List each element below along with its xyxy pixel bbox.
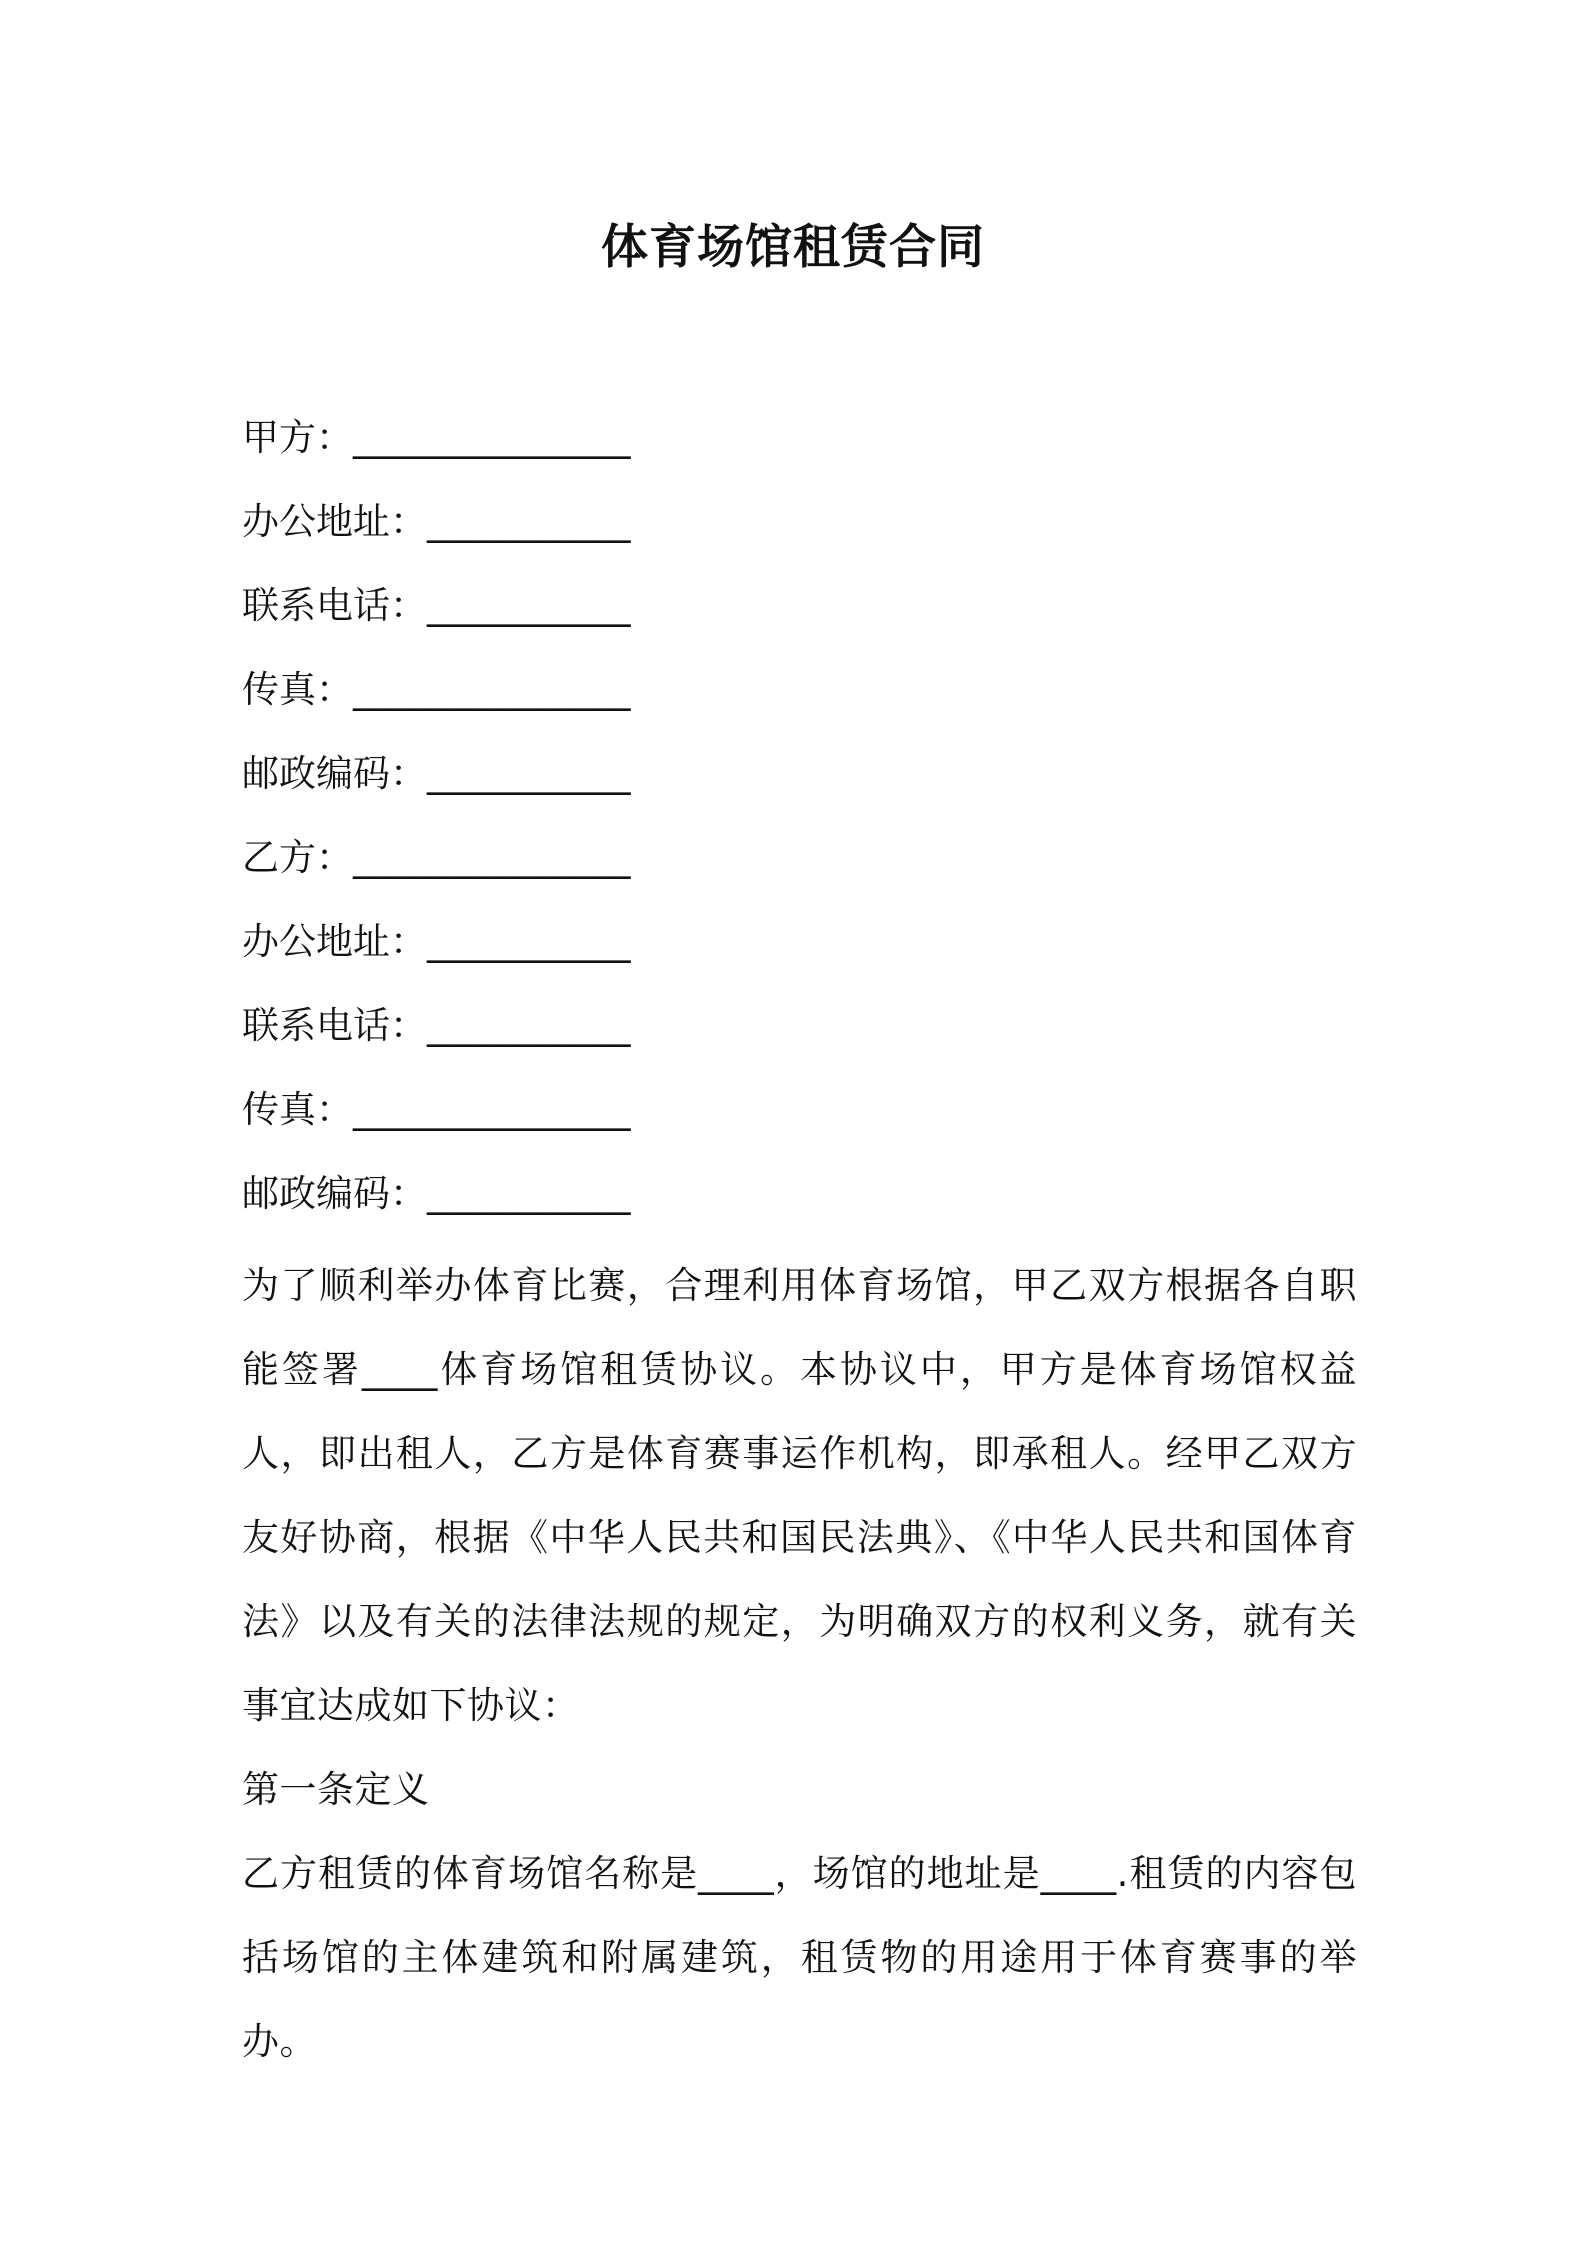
field-blank: _______________ bbox=[353, 836, 631, 879]
field-blank: ___________ bbox=[427, 752, 631, 795]
party-a-address-field bbox=[242, 492, 1362, 576]
field-label: 联系电话： bbox=[242, 584, 427, 627]
party-a-fax-field bbox=[242, 660, 1362, 744]
party-b-postcode-field bbox=[242, 1164, 1362, 1248]
field-label: 乙方： bbox=[242, 836, 353, 879]
party-a-postcode-field bbox=[242, 744, 1362, 828]
party-b-address-field bbox=[242, 912, 1362, 996]
field-blank: ___________ bbox=[427, 920, 631, 963]
field-blank: ___________ bbox=[427, 500, 631, 543]
party-a-name-field bbox=[242, 408, 1362, 492]
field-blank: _______________ bbox=[353, 416, 631, 459]
party-b-phone-field bbox=[242, 996, 1362, 1080]
party-a-phone-field bbox=[242, 576, 1362, 660]
field-label: 传真： bbox=[242, 668, 353, 711]
article-1-paragraph: 乙方租赁的体育场馆名称是____，场馆的地址是____.租赁的内容包括场馆的主体建筑和附属建筑，租赁物的用途用于体育赛事的举办。 bbox=[242, 1852, 1357, 2063]
field-blank: _______________ bbox=[353, 668, 631, 711]
field-blank: _______________ bbox=[353, 1088, 631, 1131]
field-blank: ___________ bbox=[427, 1172, 631, 1215]
preamble-paragraph: 为了顺利举办体育比赛，合理利用体育场馆，甲乙双方根据各自职能签署____体育场馆租赁协议。本协议中，甲方是体育场馆权益人，即出租人，乙方是体育赛事运作机构，即承租人。经甲乙双方友好协商，根据《中华人民共和国民法典》、《中华人民共和国体育法》以及有关的法律法规的规定，为明确双方的权利义务，就有关事宜达成如下协议： bbox=[242, 1264, 1357, 1727]
contract-body bbox=[242, 1244, 1357, 2084]
article-1-heading: 第一条定义 bbox=[242, 1768, 430, 1811]
party-b-fax-field bbox=[242, 1080, 1362, 1164]
party-info-list bbox=[242, 408, 1362, 1248]
field-label: 邮政编码： bbox=[242, 752, 427, 795]
field-label: 甲方： bbox=[242, 416, 353, 459]
field-label: 邮政编码： bbox=[242, 1172, 427, 1215]
field-blank: ___________ bbox=[427, 584, 631, 627]
field-label: 办公地址： bbox=[242, 500, 427, 543]
party-b-name-field bbox=[242, 828, 1362, 912]
field-label: 传真： bbox=[242, 1088, 353, 1131]
field-label: 联系电话： bbox=[242, 1004, 427, 1047]
field-label: 办公地址： bbox=[242, 920, 427, 963]
field-blank: ___________ bbox=[427, 1004, 631, 1047]
document-title: 体育场馆租赁合同 bbox=[601, 220, 985, 275]
